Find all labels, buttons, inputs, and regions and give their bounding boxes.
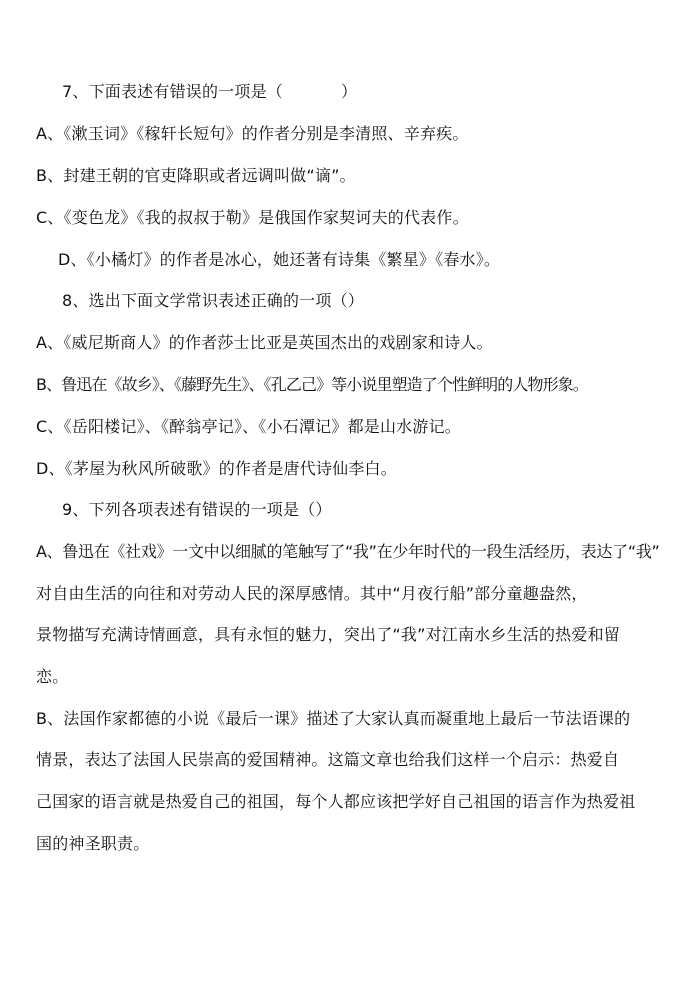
q9-option-b-line: 己国家的语言就是热爱自己的祖国，每个人都应该把学好自己祖国的语言作为热爱祖: [36, 792, 636, 811]
q9-option-a-line: 对自由生活的向往和对劳动人民的深厚感情。其中“月夜行船”部分童趣盎然，: [36, 584, 588, 603]
q7-option-d: D、《小橘灯》的作者是冰心，她还著有诗集《繁星》《春水》。: [58, 250, 501, 269]
q9-option-a-line: A、鲁迅在《社戏》一文中以细腻的笔触写了“我”在少年时代的一段生活经历，表达了“我”: [36, 542, 660, 561]
q7-stem-close: ）: [340, 82, 358, 101]
q8-option-b: B、鲁迅在《故乡》、《藤野先生》、《孔乙己》等小说里塑造了个性鲜明的人物形象。: [36, 375, 588, 394]
q8-option-a: A、《威尼斯商人》的作者莎士比亚是英国杰出的戏剧家和诗人。: [36, 333, 493, 352]
q9-option-a-line: 恋。: [36, 667, 69, 686]
q9-option-b-line: B、法国作家都德的小说《最后一课》描述了大家认真而凝重地上最后一节法语课的: [36, 709, 631, 728]
q9-option-b-line: 国的神圣职责。: [36, 834, 150, 853]
q7-option-b: B、封建王朝的官吏降职或者远调叫做“谪”。: [36, 166, 356, 185]
q8-option-d: D、《茅屋为秋风所破歌》的作者是唐代诗仙李白。: [36, 459, 397, 478]
q7-stem: [62, 82, 357, 102]
q7-option-a: A、《漱玉词》《稼轩长短句》的作者分别是李清照、辛弃疾。: [36, 124, 469, 143]
q9-option-a-line: 景物描写充满诗情画意，具有永恒的魅力，突出了“我”对江南水乡生活的热爱和留: [36, 625, 620, 644]
q7-stem-text: 7、下面表述有错误的一项是（: [62, 82, 283, 101]
q7-option-c: C、《变色龙》《我的叔叔于勒》是俄国作家契诃夫的代表作。: [36, 208, 469, 227]
q8-option-c: C、《岳阳楼记》、《醉翁亭记》、《小石潭记》都是山水游记。: [36, 417, 461, 436]
q9-stem: 9、下列各项表述有错误的一项是（）: [62, 500, 332, 519]
q9-option-b-line: 情景，表达了法国人民崇高的爱国精神。这篇文章也给我们这样一个启示：热爱自: [36, 750, 620, 769]
q8-stem: 8、选出下面文学常识表述正确的一项（）: [62, 291, 364, 310]
